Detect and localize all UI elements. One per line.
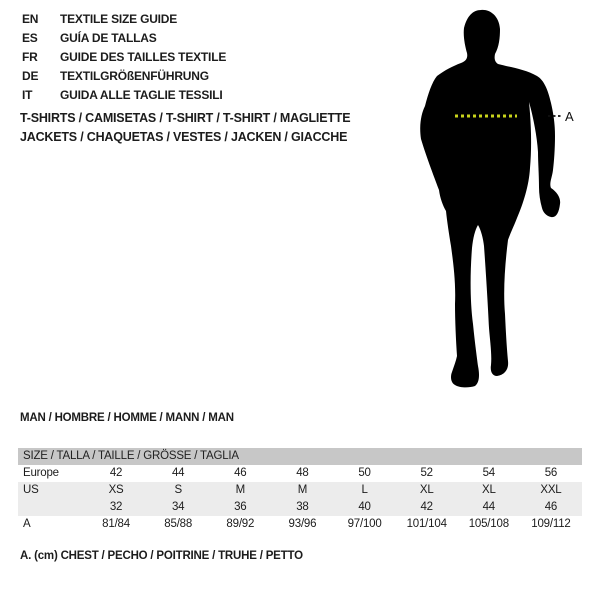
size-cell: 56	[544, 467, 558, 479]
category-line-jackets: JACKETS / CHAQUETAS / VESTES / JACKEN / GIACCHE	[20, 130, 348, 144]
size-cell: 38	[296, 501, 309, 513]
language-label: GUIDE DES TAILLES TEXTILE	[60, 50, 227, 64]
size-cell: 85/88	[164, 518, 193, 530]
language-code: IT	[22, 88, 33, 102]
garment-categories	[20, 109, 350, 147]
language-code: FR	[22, 50, 38, 64]
size-cell: 97/100	[347, 518, 382, 530]
table-row-us	[18, 482, 582, 499]
size-cell: 46	[544, 501, 558, 513]
language-label: GUIDA ALLE TAGLIE TESSILI	[60, 88, 223, 102]
man-silhouette-path	[420, 10, 560, 388]
size-cell: 81/84	[102, 518, 130, 530]
measure-label-a: A	[565, 109, 574, 124]
size-cell: L	[361, 484, 368, 496]
language-row-en	[22, 10, 226, 29]
section-title-man: MAN / HOMBRE / HOMME / MANN / MAN	[20, 412, 234, 424]
row-label: US	[23, 484, 39, 496]
table-row-chest-a	[18, 516, 582, 533]
language-row-fr	[22, 48, 226, 67]
size-cell: 89/92	[226, 518, 255, 530]
size-cell: 34	[171, 501, 185, 513]
row-label: A	[23, 518, 31, 530]
size-cell: 52	[420, 467, 433, 479]
size-cell: XXL	[540, 484, 562, 496]
language-code: ES	[22, 31, 38, 45]
language-list	[22, 10, 226, 105]
size-table	[18, 448, 582, 533]
category-line-tshirts: T-SHIRTS / CAMISETAS / T-SHIRT / T-SHIRT / MAGLIETTE	[20, 111, 351, 125]
size-cell: 93/96	[288, 518, 317, 530]
language-label: GUÍA DE TALLAS	[60, 31, 157, 45]
language-row-it	[22, 86, 226, 105]
size-cell: M	[297, 484, 308, 496]
table-row-europe	[18, 465, 582, 482]
man-silhouette-figure	[415, 6, 577, 396]
size-cell: 105/108	[468, 518, 509, 530]
size-table-header: SIZE / TALLA / TAILLE / GRÖSSE / TAGLIA	[18, 448, 582, 465]
size-cell: M	[235, 484, 245, 496]
row-label: Europe	[23, 467, 59, 479]
size-cell: 42	[109, 467, 123, 479]
size-cell: 48	[296, 467, 309, 479]
size-cell: XL	[419, 484, 434, 496]
size-cell: 50	[358, 467, 371, 479]
size-cell: 44	[482, 501, 496, 513]
table-row-numeric	[18, 499, 582, 516]
size-cell: 36	[234, 501, 247, 513]
size-cell: XS	[108, 484, 124, 496]
size-cell: 44	[171, 467, 185, 479]
size-cell: XL	[481, 484, 496, 496]
size-cell: 101/104	[406, 518, 447, 530]
chest-measure-footnote: A. (cm) CHEST / PECHO / POITRINE / TRUHE / PETTO	[20, 550, 303, 562]
row-label	[18, 499, 85, 516]
size-cell: 46	[234, 467, 247, 479]
language-row-de	[22, 67, 226, 86]
size-cell: 42	[420, 501, 433, 513]
size-cell: 32	[109, 501, 123, 513]
size-cell: 40	[358, 501, 371, 513]
language-row-es	[22, 29, 226, 48]
man-silhouette-svg	[415, 6, 577, 396]
size-cell: 109/112	[531, 518, 571, 530]
language-label: TEXTILGRÖßENFÜHRUNG	[60, 69, 209, 83]
size-cell: 54	[482, 467, 496, 479]
language-code: EN	[22, 12, 39, 26]
language-label: TEXTILE SIZE GUIDE	[60, 12, 178, 26]
size-cell: S	[174, 484, 182, 496]
language-code: DE	[22, 69, 39, 83]
